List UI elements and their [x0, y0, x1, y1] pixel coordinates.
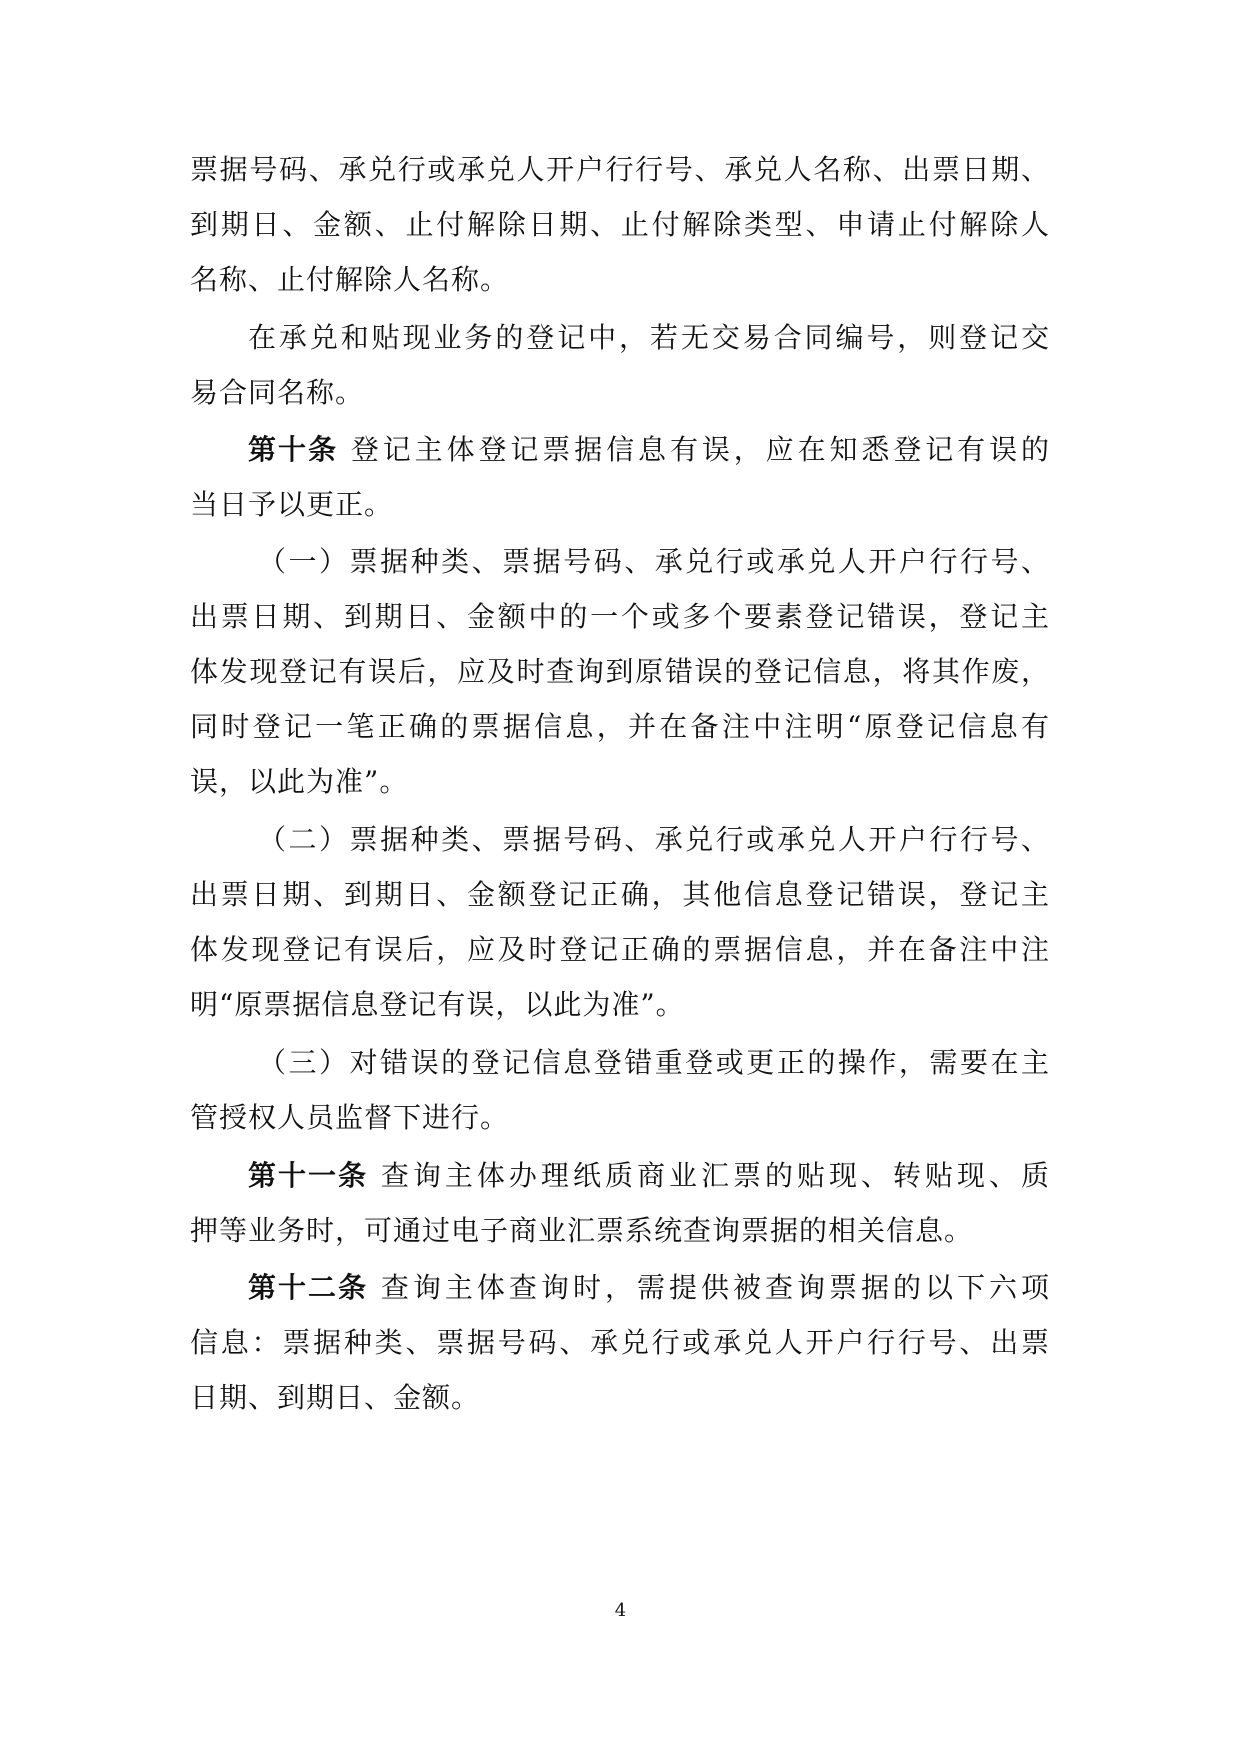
text-line: 明“原票据信息登记有误，以此为准”。: [190, 988, 685, 1021]
article-text: 登记主体登记票据信息有误，应在知悉登记有误的: [350, 433, 1050, 466]
text-line: 出票日期、到期日、金额中的一个或多个要素登记错误，登记主: [190, 600, 1050, 633]
text-line: 出票日期、到期日、金额登记正确，其他信息登记错误，登记主: [190, 878, 1050, 911]
text-line: （二）票据种类、票据号码、承兑行或承兑人开户行行号、: [258, 823, 1050, 856]
text-line: 在承兑和贴现业务的登记中，若无交易合同编号，则登记交: [248, 321, 1050, 354]
article-10-first-line: [248, 430, 1050, 470]
text-line: 同时登记一笔正确的票据信息，并在备注中注明“原登记信息有: [190, 710, 1050, 743]
article-text: 查询主体办理纸质商业汇票的贴现、转贴现、质: [380, 1159, 1050, 1192]
text-line: 易合同名称。: [190, 376, 365, 409]
text-line: （三）对错误的登记信息登错重登或更正的操作，需要在主: [258, 1046, 1050, 1079]
page-number: 4: [614, 1600, 627, 1621]
text-line: 体发现登记有误后，应及时查询到原错误的登记信息，将其作废，: [190, 655, 1050, 688]
text-line: 日期、到期日、金额。: [190, 1381, 481, 1414]
text-line: （一）票据种类、票据号码、承兑行或承兑人开户行行号、: [258, 545, 1050, 578]
text-line: 误，以此为准”。: [190, 765, 409, 798]
article-11-first-line: [248, 1156, 1050, 1196]
article-12-first-line: [248, 1268, 1050, 1308]
text-line: 票据号码、承兑行或承兑人开户行行号、承兑人名称、出票日期、: [190, 153, 1050, 186]
article-text: 查询主体查询时，需提供被查询票据的以下六项: [380, 1271, 1050, 1304]
text-line: 当日予以更正。: [190, 488, 394, 521]
text-line: 到期日、金额、止付解除日期、止付解除类型、申请止付解除人: [190, 208, 1050, 241]
text-line: 管授权人员监督下进行。: [190, 1101, 510, 1134]
article-heading: 第十二条: [248, 1271, 369, 1304]
text-line: 信息：票据种类、票据号码、承兑行或承兑人开户行行号、出票: [190, 1326, 1050, 1359]
article-heading: 第十条: [248, 433, 339, 466]
text-line: 押等业务时，可通过电子商业汇票系统查询票据的相关信息。: [190, 1214, 974, 1247]
text-line: 体发现登记有误后，应及时登记正确的票据信息，并在备注中注: [190, 933, 1050, 966]
article-heading: 第十一条: [248, 1159, 369, 1192]
text-line: 名称、止付解除人名称。: [190, 263, 510, 296]
